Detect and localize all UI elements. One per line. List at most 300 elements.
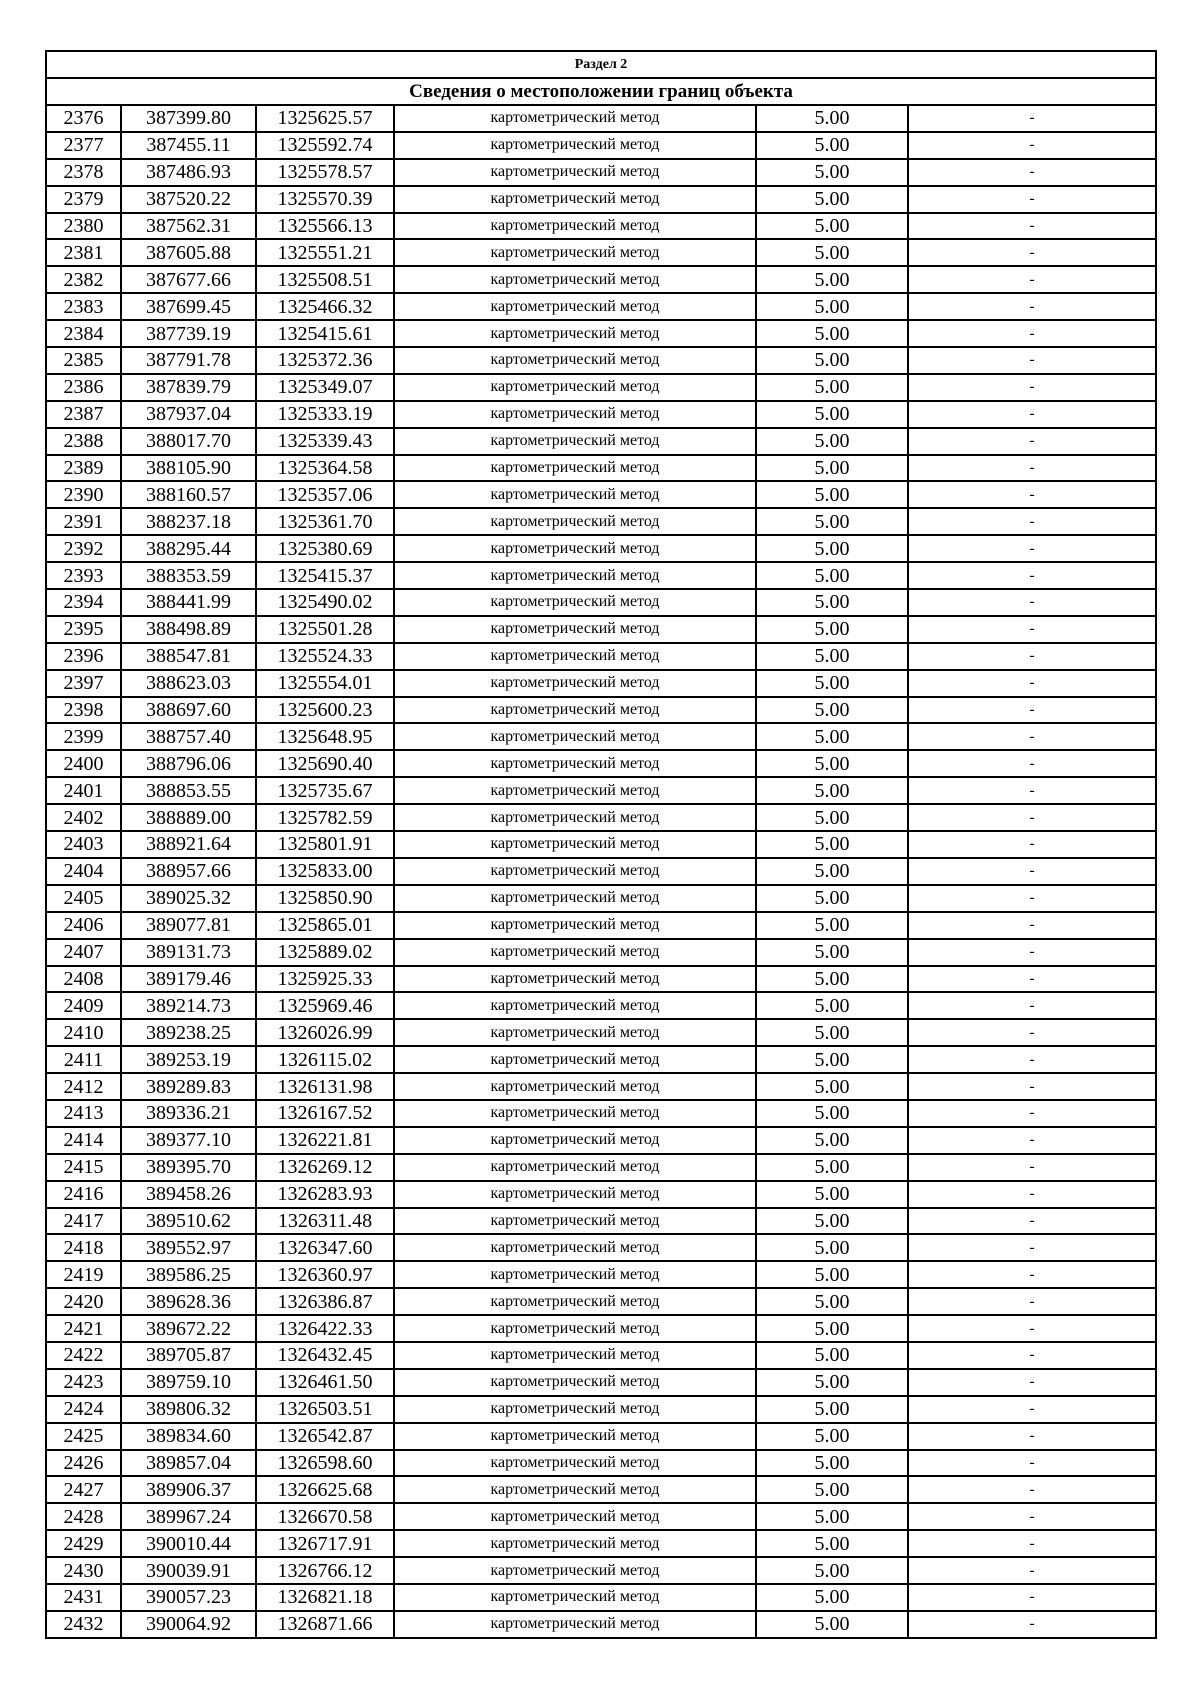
point-number-cell: 2418 — [46, 1234, 121, 1261]
x-coordinate-cell: 389077.81 — [121, 912, 256, 939]
y-coordinate-cell: 1326598.60 — [256, 1450, 394, 1477]
accuracy-cell: 5.00 — [756, 804, 908, 831]
note-cell: - — [908, 293, 1156, 320]
point-number-cell: 2412 — [46, 1073, 121, 1100]
point-number-cell: 2391 — [46, 508, 121, 535]
accuracy-cell: 5.00 — [756, 858, 908, 885]
point-number-cell: 2415 — [46, 1154, 121, 1181]
note-cell: - — [908, 1342, 1156, 1369]
point-number-cell: 2397 — [46, 670, 121, 697]
x-coordinate-cell: 389628.36 — [121, 1288, 256, 1315]
x-coordinate-cell: 387562.31 — [121, 213, 256, 240]
point-number-cell: 2425 — [46, 1423, 121, 1450]
method-cell: картометрический метод — [394, 1396, 756, 1423]
y-coordinate-cell: 1326422.33 — [256, 1315, 394, 1342]
method-cell: картометрический метод — [394, 804, 756, 831]
accuracy-cell: 5.00 — [756, 320, 908, 347]
y-coordinate-cell: 1325415.61 — [256, 320, 394, 347]
point-number-cell: 2414 — [46, 1127, 121, 1154]
y-coordinate-cell: 1325466.32 — [256, 293, 394, 320]
point-number-cell: 2404 — [46, 858, 121, 885]
method-cell: картометрический метод — [394, 1073, 756, 1100]
method-cell: картометрический метод — [394, 1423, 756, 1450]
point-number-cell: 2406 — [46, 912, 121, 939]
method-cell: картометрический метод — [394, 670, 756, 697]
note-cell: - — [908, 508, 1156, 535]
point-number-cell: 2419 — [46, 1261, 121, 1288]
y-coordinate-cell: 1326269.12 — [256, 1154, 394, 1181]
accuracy-cell: 5.00 — [756, 939, 908, 966]
x-coordinate-cell: 389238.25 — [121, 1019, 256, 1046]
y-coordinate-cell: 1325889.02 — [256, 939, 394, 966]
table-row — [46, 858, 1156, 885]
table-row — [46, 347, 1156, 374]
note-cell: - — [908, 885, 1156, 912]
accuracy-cell: 5.00 — [756, 670, 908, 697]
table-row — [46, 132, 1156, 159]
note-cell: - — [908, 1450, 1156, 1477]
method-cell: картометрический метод — [394, 1369, 756, 1396]
method-cell: картометрический метод — [394, 1557, 756, 1584]
note-cell: - — [908, 1127, 1156, 1154]
note-cell: - — [908, 777, 1156, 804]
accuracy-cell: 5.00 — [756, 347, 908, 374]
x-coordinate-cell: 389131.73 — [121, 939, 256, 966]
note-cell: - — [908, 320, 1156, 347]
x-coordinate-cell: 390039.91 — [121, 1557, 256, 1584]
accuracy-cell: 5.00 — [756, 1046, 908, 1073]
accuracy-cell: 5.00 — [756, 1530, 908, 1557]
accuracy-cell: 5.00 — [756, 1584, 908, 1611]
note-cell: - — [908, 1234, 1156, 1261]
accuracy-cell: 5.00 — [756, 1261, 908, 1288]
table-row — [46, 535, 1156, 562]
y-coordinate-cell: 1325364.58 — [256, 455, 394, 482]
method-cell: картометрический метод — [394, 939, 756, 966]
accuracy-cell: 5.00 — [756, 293, 908, 320]
point-number-cell: 2428 — [46, 1503, 121, 1530]
accuracy-cell: 5.00 — [756, 1450, 908, 1477]
point-number-cell: 2386 — [46, 374, 121, 401]
y-coordinate-cell: 1326221.81 — [256, 1127, 394, 1154]
note-cell: - — [908, 428, 1156, 455]
table-row — [46, 562, 1156, 589]
table-row — [46, 992, 1156, 1019]
accuracy-cell: 5.00 — [756, 508, 908, 535]
note-cell: - — [908, 804, 1156, 831]
point-number-cell: 2432 — [46, 1611, 121, 1638]
x-coordinate-cell: 390064.92 — [121, 1611, 256, 1638]
accuracy-cell: 5.00 — [756, 643, 908, 670]
method-cell: картометрический метод — [394, 1530, 756, 1557]
method-cell: картометрический метод — [394, 643, 756, 670]
point-number-cell: 2384 — [46, 320, 121, 347]
section-header-row — [46, 51, 1156, 78]
point-number-cell: 2400 — [46, 750, 121, 777]
x-coordinate-cell: 388623.03 — [121, 670, 256, 697]
table-title: Сведения о местоположении границ объекта — [46, 78, 1156, 105]
y-coordinate-cell: 1325339.43 — [256, 428, 394, 455]
y-coordinate-cell: 1325361.70 — [256, 508, 394, 535]
table-row — [46, 1530, 1156, 1557]
accuracy-cell: 5.00 — [756, 831, 908, 858]
table-row — [46, 1019, 1156, 1046]
note-cell: - — [908, 831, 1156, 858]
note-cell: - — [908, 912, 1156, 939]
y-coordinate-cell: 1325648.95 — [256, 723, 394, 750]
note-cell: - — [908, 105, 1156, 132]
point-number-cell: 2430 — [46, 1557, 121, 1584]
accuracy-cell: 5.00 — [756, 1127, 908, 1154]
accuracy-cell: 5.00 — [756, 1073, 908, 1100]
point-number-cell: 2388 — [46, 428, 121, 455]
point-number-cell: 2377 — [46, 132, 121, 159]
note-cell: - — [908, 1261, 1156, 1288]
x-coordinate-cell: 389834.60 — [121, 1423, 256, 1450]
table-row — [46, 589, 1156, 616]
note-cell: - — [908, 1369, 1156, 1396]
method-cell: картометрический метод — [394, 1611, 756, 1638]
x-coordinate-cell: 388697.60 — [121, 697, 256, 724]
y-coordinate-cell: 1325625.57 — [256, 105, 394, 132]
note-cell: - — [908, 1396, 1156, 1423]
table-row — [46, 239, 1156, 266]
note-cell: - — [908, 1315, 1156, 1342]
method-cell: картометрический метод — [394, 1234, 756, 1261]
point-number-cell: 2423 — [46, 1369, 121, 1396]
table-row — [46, 697, 1156, 724]
y-coordinate-cell: 1326766.12 — [256, 1557, 394, 1584]
point-number-cell: 2427 — [46, 1476, 121, 1503]
point-number-cell: 2426 — [46, 1450, 121, 1477]
y-coordinate-cell: 1325551.21 — [256, 239, 394, 266]
table-row — [46, 643, 1156, 670]
y-coordinate-cell: 1325333.19 — [256, 401, 394, 428]
table-row — [46, 1154, 1156, 1181]
y-coordinate-cell: 1325690.40 — [256, 750, 394, 777]
note-cell: - — [908, 1181, 1156, 1208]
table-row — [46, 1288, 1156, 1315]
x-coordinate-cell: 388921.64 — [121, 831, 256, 858]
table-row — [46, 1369, 1156, 1396]
note-cell: - — [908, 562, 1156, 589]
y-coordinate-cell: 1326347.60 — [256, 1234, 394, 1261]
x-coordinate-cell: 388295.44 — [121, 535, 256, 562]
table-row — [46, 750, 1156, 777]
point-number-cell: 2416 — [46, 1181, 121, 1208]
y-coordinate-cell: 1326167.52 — [256, 1100, 394, 1127]
note-cell: - — [908, 750, 1156, 777]
x-coordinate-cell: 389552.97 — [121, 1234, 256, 1261]
y-coordinate-cell: 1325380.69 — [256, 535, 394, 562]
note-cell: - — [908, 213, 1156, 240]
accuracy-cell: 5.00 — [756, 912, 908, 939]
table-row — [46, 1073, 1156, 1100]
table-row — [46, 1127, 1156, 1154]
point-number-cell: 2420 — [46, 1288, 121, 1315]
y-coordinate-cell: 1325554.01 — [256, 670, 394, 697]
y-coordinate-cell: 1325490.02 — [256, 589, 394, 616]
x-coordinate-cell: 390010.44 — [121, 1530, 256, 1557]
method-cell: картометрический метод — [394, 885, 756, 912]
accuracy-cell: 5.00 — [756, 535, 908, 562]
note-cell: - — [908, 186, 1156, 213]
method-cell: картометрический метод — [394, 1450, 756, 1477]
accuracy-cell: 5.00 — [756, 1154, 908, 1181]
table-row — [46, 428, 1156, 455]
note-cell: - — [908, 723, 1156, 750]
point-number-cell: 2413 — [46, 1100, 121, 1127]
accuracy-cell: 5.00 — [756, 481, 908, 508]
point-number-cell: 2411 — [46, 1046, 121, 1073]
point-number-cell: 2424 — [46, 1396, 121, 1423]
y-coordinate-cell: 1326131.98 — [256, 1073, 394, 1100]
accuracy-cell: 5.00 — [756, 1208, 908, 1235]
table-row — [46, 912, 1156, 939]
x-coordinate-cell: 388498.89 — [121, 616, 256, 643]
point-number-cell: 2396 — [46, 643, 121, 670]
table-title-row — [46, 78, 1156, 105]
accuracy-cell: 5.00 — [756, 1503, 908, 1530]
y-coordinate-cell: 1325592.74 — [256, 132, 394, 159]
point-number-cell: 2380 — [46, 213, 121, 240]
note-cell: - — [908, 1288, 1156, 1315]
table-row — [46, 159, 1156, 186]
x-coordinate-cell: 387839.79 — [121, 374, 256, 401]
x-coordinate-cell: 389025.32 — [121, 885, 256, 912]
point-number-cell: 2417 — [46, 1208, 121, 1235]
method-cell: картометрический метод — [394, 401, 756, 428]
y-coordinate-cell: 1325415.37 — [256, 562, 394, 589]
accuracy-cell: 5.00 — [756, 885, 908, 912]
note-cell: - — [908, 132, 1156, 159]
x-coordinate-cell: 389586.25 — [121, 1261, 256, 1288]
table-row — [46, 723, 1156, 750]
table-row — [46, 1261, 1156, 1288]
method-cell: картометрический метод — [394, 1584, 756, 1611]
table-row — [46, 481, 1156, 508]
x-coordinate-cell: 389289.83 — [121, 1073, 256, 1100]
point-number-cell: 2387 — [46, 401, 121, 428]
accuracy-cell: 5.00 — [756, 1181, 908, 1208]
table-row — [46, 266, 1156, 293]
accuracy-cell: 5.00 — [756, 266, 908, 293]
method-cell: картометрический метод — [394, 186, 756, 213]
point-number-cell: 2410 — [46, 1019, 121, 1046]
y-coordinate-cell: 1325566.13 — [256, 213, 394, 240]
x-coordinate-cell: 389253.19 — [121, 1046, 256, 1073]
x-coordinate-cell: 388757.40 — [121, 723, 256, 750]
accuracy-cell: 5.00 — [756, 455, 908, 482]
x-coordinate-cell: 387677.66 — [121, 266, 256, 293]
method-cell: картометрический метод — [394, 750, 756, 777]
point-number-cell: 2405 — [46, 885, 121, 912]
x-coordinate-cell: 388105.90 — [121, 455, 256, 482]
method-cell: картометрический метод — [394, 1315, 756, 1342]
x-coordinate-cell: 389214.73 — [121, 992, 256, 1019]
note-cell: - — [908, 1100, 1156, 1127]
y-coordinate-cell: 1326542.87 — [256, 1423, 394, 1450]
table-row — [46, 1611, 1156, 1638]
accuracy-cell: 5.00 — [756, 1342, 908, 1369]
x-coordinate-cell: 387520.22 — [121, 186, 256, 213]
point-number-cell: 2379 — [46, 186, 121, 213]
x-coordinate-cell: 388441.99 — [121, 589, 256, 616]
y-coordinate-cell: 1326821.18 — [256, 1584, 394, 1611]
point-number-cell: 2409 — [46, 992, 121, 1019]
x-coordinate-cell: 387455.11 — [121, 132, 256, 159]
method-cell: картометрический метод — [394, 347, 756, 374]
method-cell: картометрический метод — [394, 1019, 756, 1046]
point-number-cell: 2422 — [46, 1342, 121, 1369]
x-coordinate-cell: 389336.21 — [121, 1100, 256, 1127]
table-row — [46, 1423, 1156, 1450]
accuracy-cell: 5.00 — [756, 213, 908, 240]
note-cell: - — [908, 858, 1156, 885]
table-row — [46, 401, 1156, 428]
x-coordinate-cell: 387791.78 — [121, 347, 256, 374]
accuracy-cell: 5.00 — [756, 239, 908, 266]
method-cell: картометрический метод — [394, 508, 756, 535]
table-row — [46, 1046, 1156, 1073]
point-number-cell: 2394 — [46, 589, 121, 616]
note-cell: - — [908, 401, 1156, 428]
note-cell: - — [908, 535, 1156, 562]
note-cell: - — [908, 670, 1156, 697]
accuracy-cell: 5.00 — [756, 616, 908, 643]
point-number-cell: 2421 — [46, 1315, 121, 1342]
method-cell: картометрический метод — [394, 1208, 756, 1235]
method-cell: картометрический метод — [394, 992, 756, 1019]
accuracy-cell: 5.00 — [756, 966, 908, 993]
note-cell: - — [908, 992, 1156, 1019]
method-cell: картометрический метод — [394, 535, 756, 562]
y-coordinate-cell: 1326871.66 — [256, 1611, 394, 1638]
accuracy-cell: 5.00 — [756, 1234, 908, 1261]
method-cell: картометрический метод — [394, 1154, 756, 1181]
point-number-cell: 2392 — [46, 535, 121, 562]
note-cell: - — [908, 1019, 1156, 1046]
accuracy-cell: 5.00 — [756, 1288, 908, 1315]
x-coordinate-cell: 389179.46 — [121, 966, 256, 993]
y-coordinate-cell: 1325865.01 — [256, 912, 394, 939]
accuracy-cell: 5.00 — [756, 562, 908, 589]
accuracy-cell: 5.00 — [756, 1557, 908, 1584]
method-cell: картометрический метод — [394, 239, 756, 266]
y-coordinate-cell: 1326625.68 — [256, 1476, 394, 1503]
table-row — [46, 508, 1156, 535]
table-row — [46, 1557, 1156, 1584]
x-coordinate-cell: 389510.62 — [121, 1208, 256, 1235]
table-row — [46, 1315, 1156, 1342]
y-coordinate-cell: 1325782.59 — [256, 804, 394, 831]
y-coordinate-cell: 1325969.46 — [256, 992, 394, 1019]
table-row — [46, 966, 1156, 993]
method-cell: картометрический метод — [394, 1127, 756, 1154]
method-cell: картометрический метод — [394, 105, 756, 132]
point-number-cell: 2402 — [46, 804, 121, 831]
note-cell: - — [908, 1557, 1156, 1584]
x-coordinate-cell: 387605.88 — [121, 239, 256, 266]
table-row — [46, 1208, 1156, 1235]
method-cell: картометрический метод — [394, 320, 756, 347]
accuracy-cell: 5.00 — [756, 428, 908, 455]
accuracy-cell: 5.00 — [756, 159, 908, 186]
table-row — [46, 186, 1156, 213]
x-coordinate-cell: 388957.66 — [121, 858, 256, 885]
table-row — [46, 777, 1156, 804]
method-cell: картометрический метод — [394, 293, 756, 320]
point-number-cell: 2383 — [46, 293, 121, 320]
point-number-cell: 2378 — [46, 159, 121, 186]
method-cell: картометрический метод — [394, 428, 756, 455]
y-coordinate-cell: 1326311.48 — [256, 1208, 394, 1235]
x-coordinate-cell: 389377.10 — [121, 1127, 256, 1154]
y-coordinate-cell: 1325372.36 — [256, 347, 394, 374]
note-cell: - — [908, 347, 1156, 374]
accuracy-cell: 5.00 — [756, 1476, 908, 1503]
y-coordinate-cell: 1326360.97 — [256, 1261, 394, 1288]
method-cell: картометрический метод — [394, 159, 756, 186]
table-row — [46, 804, 1156, 831]
method-cell: картометрический метод — [394, 1100, 756, 1127]
method-cell: картометрический метод — [394, 266, 756, 293]
x-coordinate-cell: 389857.04 — [121, 1450, 256, 1477]
table-row — [46, 320, 1156, 347]
method-cell: картометрический метод — [394, 213, 756, 240]
point-number-cell: 2376 — [46, 105, 121, 132]
y-coordinate-cell: 1326026.99 — [256, 1019, 394, 1046]
x-coordinate-cell: 387739.19 — [121, 320, 256, 347]
point-number-cell: 2407 — [46, 939, 121, 966]
method-cell: картометрический метод — [394, 912, 756, 939]
x-coordinate-cell: 388353.59 — [121, 562, 256, 589]
x-coordinate-cell: 389705.87 — [121, 1342, 256, 1369]
method-cell: картометрический метод — [394, 589, 756, 616]
method-cell: картометрический метод — [394, 481, 756, 508]
table-row — [46, 374, 1156, 401]
accuracy-cell: 5.00 — [756, 589, 908, 616]
y-coordinate-cell: 1325850.90 — [256, 885, 394, 912]
method-cell: картометрический метод — [394, 858, 756, 885]
x-coordinate-cell: 388237.18 — [121, 508, 256, 535]
point-number-cell: 2398 — [46, 697, 121, 724]
y-coordinate-cell: 1325349.07 — [256, 374, 394, 401]
x-coordinate-cell: 388547.81 — [121, 643, 256, 670]
table-row — [46, 831, 1156, 858]
table-row — [46, 213, 1156, 240]
point-number-cell: 2389 — [46, 455, 121, 482]
note-cell: - — [908, 481, 1156, 508]
method-cell: картометрический метод — [394, 1503, 756, 1530]
accuracy-cell: 5.00 — [756, 1396, 908, 1423]
x-coordinate-cell: 388796.06 — [121, 750, 256, 777]
y-coordinate-cell: 1325578.57 — [256, 159, 394, 186]
note-cell: - — [908, 1476, 1156, 1503]
note-cell: - — [908, 1611, 1156, 1638]
y-coordinate-cell: 1325735.67 — [256, 777, 394, 804]
point-number-cell: 2408 — [46, 966, 121, 993]
table-row — [46, 1584, 1156, 1611]
accuracy-cell: 5.00 — [756, 105, 908, 132]
note-cell: - — [908, 1154, 1156, 1181]
point-number-cell: 2395 — [46, 616, 121, 643]
y-coordinate-cell: 1325524.33 — [256, 643, 394, 670]
note-cell: - — [908, 1423, 1156, 1450]
table-row — [46, 1342, 1156, 1369]
table-row — [46, 939, 1156, 966]
y-coordinate-cell: 1325357.06 — [256, 481, 394, 508]
